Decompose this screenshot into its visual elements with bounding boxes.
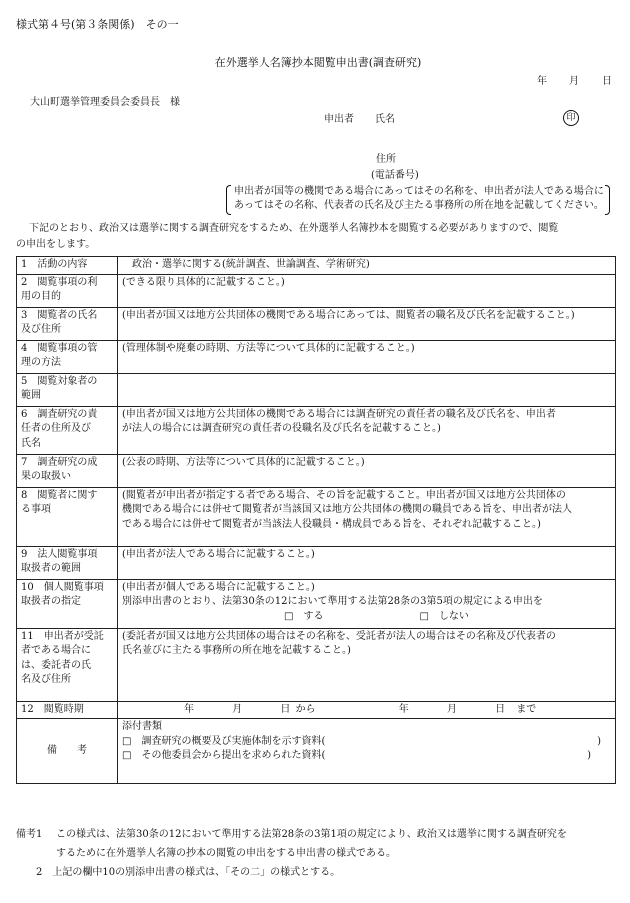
remarks-label: 備 考 bbox=[17, 719, 118, 784]
form-row-field[interactable] bbox=[118, 487, 616, 546]
form-number: 様式第４号(第３条関係) その一 bbox=[16, 18, 179, 31]
row-label-line: 名及び住所 bbox=[21, 674, 71, 685]
row-label-line: 3 閲覧者の氏名 bbox=[21, 309, 98, 321]
row-label-line: 6 調査研究の責 bbox=[21, 408, 98, 420]
form-row-field[interactable] bbox=[118, 373, 616, 406]
applicant-label: 申出者 bbox=[324, 114, 354, 125]
address-label: 住所 bbox=[376, 154, 396, 165]
seal-mark: 印 bbox=[563, 110, 579, 126]
bracket-note-line-1: 申出者が国等の機関である場合にあってはその名称を、申出者が法人である場合に bbox=[234, 186, 604, 197]
intro-line-2: の申出をします。 bbox=[16, 239, 96, 250]
row-label-line: 10 個人閲覧事項 bbox=[21, 581, 104, 593]
period-year-2: 年 bbox=[398, 703, 409, 715]
row-label-line: 9 法人閲覧事項 bbox=[21, 548, 98, 560]
period-month-1: 月 bbox=[232, 703, 243, 715]
applicant-note-bracket bbox=[226, 185, 610, 215]
row-label-line: 取扱者の範囲 bbox=[21, 563, 81, 574]
row-label-line: 1 活動の内容 bbox=[21, 259, 88, 270]
attachment-item-2[interactable] bbox=[122, 749, 611, 764]
attachment-item-1-close: ) bbox=[597, 735, 601, 747]
row-content-line: 政治・選挙に関する(統計調査、世論調査、学術研究) bbox=[132, 259, 370, 270]
name-label: 氏名 bbox=[375, 114, 395, 125]
period-value[interactable] bbox=[118, 701, 616, 719]
bracket-note-line-2: あってはその名称、代表者の氏名及び主たる事務所の所在地を記載してください。 bbox=[234, 200, 604, 211]
phone-label: (電話番号) bbox=[371, 170, 419, 181]
form-title: 在外選挙人名簿抄本閲覧申出書(調査研究) bbox=[214, 56, 422, 69]
form-row-field[interactable] bbox=[118, 307, 616, 340]
form-row-label bbox=[17, 487, 118, 546]
form-row-label bbox=[17, 579, 118, 628]
remarks-content bbox=[118, 719, 616, 784]
form-row-label bbox=[17, 307, 118, 340]
row-content-line: 氏名並びに主たる事務所の所在地を記載すること。) bbox=[122, 645, 351, 656]
form-row-11 bbox=[17, 628, 616, 701]
row-content-line: である場合には併せて閲覧者が当該法人役職員・構成員である旨を、それぞれ記載すること。) bbox=[122, 518, 541, 530]
remarks-row bbox=[17, 719, 616, 784]
form-row-label bbox=[17, 257, 118, 275]
form-row-field[interactable] bbox=[118, 454, 616, 487]
row-label-line: 者である場合に bbox=[21, 645, 91, 656]
addressee: 大山町選挙管理委員会委員長 様 bbox=[30, 97, 180, 108]
form-row-9 bbox=[17, 546, 616, 579]
period-day-1: 日 bbox=[280, 703, 291, 715]
period-year-1: 年 bbox=[184, 703, 194, 715]
application-form-table bbox=[16, 256, 616, 784]
form-row-8 bbox=[17, 487, 616, 546]
row-content-line: (管理体制や廃棄の時期、方法等について具体的に記載すること。) bbox=[122, 342, 415, 354]
attachment-item-2-close: ) bbox=[587, 750, 591, 761]
form-row-label bbox=[17, 546, 118, 579]
row-label-line: は、委託者の氏 bbox=[21, 659, 91, 671]
row-label-line: 4 閲覧事項の管 bbox=[21, 342, 98, 354]
row-label-line: る事項 bbox=[21, 504, 51, 515]
row-content-line: 別添申出書のとおり、法第30条の12において準用する法第28条の3第5項の規定による申出を bbox=[122, 596, 543, 607]
form-row-4 bbox=[17, 340, 616, 373]
period-label: 12 閲覧時期 bbox=[17, 701, 118, 719]
row-label-line: 理の方法 bbox=[21, 357, 61, 368]
form-row-label bbox=[17, 373, 118, 406]
row-content-line: (公表の時期、方法等について具体的に記載すること。) bbox=[122, 456, 365, 468]
form-row-field[interactable] bbox=[118, 340, 616, 373]
attachment-title: 添付書類 bbox=[122, 721, 162, 732]
form-row-2 bbox=[17, 274, 616, 307]
row-content-line: (申出者が国又は地方公共団体の機関である場合にあっては、閲覧者の職名及び氏名を記載すること。) bbox=[122, 309, 575, 321]
date-month: 月 bbox=[569, 76, 579, 87]
note-1-line-b: するために在外選挙人名簿の抄本の閲覧の申出をする申出書の様式である。 bbox=[56, 848, 396, 859]
period-row bbox=[17, 701, 616, 719]
form-row-10 bbox=[17, 579, 616, 628]
designation-options bbox=[122, 610, 611, 625]
period-day-2: 日 bbox=[495, 703, 506, 715]
attachment-item-1-label: □ 調査研究の概要及び実施体制を示す資料( bbox=[122, 735, 326, 747]
form-row-field[interactable] bbox=[118, 406, 616, 454]
row-label-line: 11 申出者が受託 bbox=[21, 630, 104, 642]
form-row-label bbox=[17, 454, 118, 487]
form-row-3 bbox=[17, 307, 616, 340]
form-row-field[interactable] bbox=[118, 579, 616, 628]
form-row-label bbox=[17, 340, 118, 373]
row-label-line: 任者の住所及び bbox=[21, 423, 91, 434]
option-yes-checkbox[interactable]: □ する bbox=[284, 610, 324, 622]
row-content-line: が法人の場合には調査研究の責任者の役職名及び氏名を記載すること。) bbox=[122, 423, 441, 434]
option-no-checkbox[interactable]: □ しない bbox=[419, 610, 469, 622]
row-content-line: (申出者が法人である場合に記載すること。) bbox=[122, 548, 315, 560]
row-label-line: 5 閲覧対象者の bbox=[21, 375, 98, 387]
form-row-field[interactable] bbox=[118, 274, 616, 307]
period-month-2: 月 bbox=[446, 703, 457, 715]
row-label-line: 氏名 bbox=[21, 437, 41, 449]
intro-line-1: 下記のとおり、政治又は選挙に関する調査研究をするため、在外選挙人名簿抄本を閲覧する必要がありますので、閲覧 bbox=[29, 223, 559, 234]
row-content-line: (申出者が個人である場合に記載すること。) bbox=[122, 581, 315, 593]
row-content-line: 機関である場合には併せて閲覧者が当該国又は地方公共団体の機関の職員である旨を、申出者が法人 bbox=[122, 504, 572, 515]
form-row-label bbox=[17, 274, 118, 307]
form-row-1 bbox=[17, 257, 616, 275]
period-to: まで bbox=[516, 703, 537, 715]
attachment-item-1[interactable] bbox=[122, 735, 611, 750]
row-label-line: 範囲 bbox=[21, 390, 41, 401]
date-year: 年 bbox=[537, 76, 547, 87]
note-1-head: 備考1 bbox=[16, 829, 43, 840]
attachment-item-2-label: □ その他委員会から提出を求められた資料( bbox=[122, 750, 326, 761]
form-row-7 bbox=[17, 454, 616, 487]
row-label-line: 果の取扱い bbox=[21, 471, 71, 482]
row-label-line: 8 閲覧者に関す bbox=[21, 489, 98, 501]
row-content-line: (委託者が国又は地方公共団体の場合はその名称を、受託者が法人の場合はその名称及び代表者の bbox=[122, 630, 556, 642]
row-label-line: 及び住所 bbox=[21, 324, 61, 335]
form-row-field[interactable] bbox=[118, 546, 616, 579]
note-2: 2 上記の欄中10の別添申出書の様式は、「その二」の様式とする。 bbox=[36, 867, 341, 878]
form-row-label bbox=[17, 406, 118, 454]
form-row-6 bbox=[17, 406, 616, 454]
row-content-line: (申出者が国又は地方公共団体の機関である場合には調査研究の責任者の職名及び氏名を、申出者 bbox=[122, 408, 556, 420]
form-row-label bbox=[17, 628, 118, 701]
row-label-line: 2 閲覧事項の利 bbox=[21, 276, 98, 288]
row-label-line: 用の目的 bbox=[21, 291, 61, 302]
row-content-line: (できる限り具体的に記載すること。) bbox=[122, 276, 285, 288]
note-1-line-a: この様式は、法第30条の12において準用する法第28条の3第1項の規定により、政治又は選挙に関する調査研究を bbox=[56, 829, 567, 840]
row-label-line: 取扱者の指定 bbox=[21, 596, 81, 607]
form-row-field[interactable] bbox=[118, 257, 616, 275]
row-label-line: 7 調査研究の成 bbox=[21, 456, 98, 468]
period-from: から bbox=[295, 703, 316, 715]
form-row-5 bbox=[17, 373, 616, 406]
form-row-field[interactable] bbox=[118, 628, 616, 701]
row-content-line: (閲覧者が申出者が指定する者である場合、その旨を記載すること。申出者が国又は地方公共団体の bbox=[122, 489, 566, 501]
date-day: 日 bbox=[602, 76, 612, 87]
